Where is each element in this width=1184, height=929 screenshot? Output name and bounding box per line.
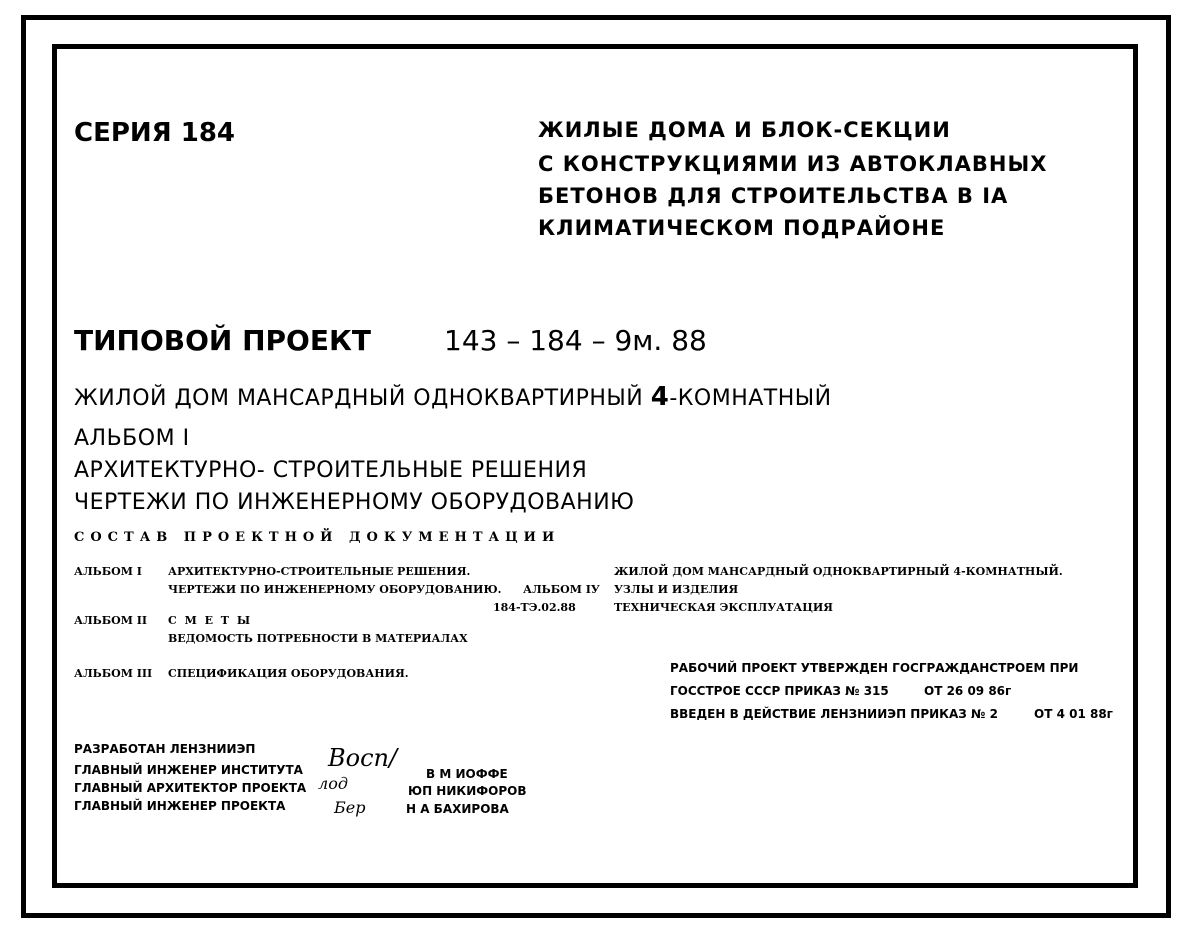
- developer-name-2: ЮП НИКИФОРОВ: [408, 784, 527, 798]
- album-title: АЛЬБОМ I: [74, 426, 190, 451]
- album-2-label: АЛЬБОМ II: [74, 614, 148, 627]
- approval-line-3b: ОТ 4 01 88г: [1034, 707, 1113, 721]
- series-title-line-4: КЛИМАТИЧЕСКОМ ПОДРАЙОНЕ: [538, 216, 946, 240]
- series-title-line-1: ЖИЛЫЕ ДОМА И БЛОК-СЕКЦИИ: [538, 118, 951, 142]
- album-4-line-3: ТЕХНИЧЕСКАЯ ЭКСПЛУАТАЦИЯ: [614, 601, 833, 614]
- composition-title: СОСТАВ ПРОЕКТНОЙ ДОКУМЕНТАЦИИ: [74, 530, 561, 545]
- developer-name-3: Н А БАХИРОВА: [406, 802, 509, 816]
- album-3-line-1: СПЕЦИФИКАЦИЯ ОБОРУДОВАНИЯ.: [168, 667, 409, 680]
- approval-line-1: РАБОЧИЙ ПРОЕКТ УТВЕРЖДЕН ГОСГРАЖДАНСТРОЕМ ПРИ: [670, 661, 1079, 675]
- developer-name-1: В М ИОФФЕ: [426, 767, 508, 781]
- project-name-suffix: -КОМНАТНЫЙ: [669, 386, 832, 411]
- album-2-line-2: ВЕДОМОСТЬ ПОТРЕБНОСТИ В МАТЕРИАЛАХ: [168, 632, 468, 645]
- album-line-2: ЧЕРТЕЖИ ПО ИНЖЕНЕРНОМУ ОБОРУДОВАНИЮ: [74, 490, 635, 515]
- album-line-1: АРХИТЕКТУРНО- СТРОИТЕЛЬНЫЕ РЕШЕНИЯ: [74, 458, 588, 483]
- album-4-line-2: УЗЛЫ И ИЗДЕЛИЯ: [614, 583, 739, 596]
- developer-role-3: ГЛАВНЫЙ ИНЖЕНЕР ПРОЕКТА: [74, 799, 286, 813]
- developer-title: РАЗРАБОТАН ЛЕНЗНИИЭП: [74, 742, 256, 756]
- album-4-label: АЛЬБОМ IУ: [523, 583, 600, 596]
- album-3-label: АЛЬБОМ III: [74, 667, 153, 680]
- album-1-line-1: АРХИТЕКТУРНО-СТРОИТЕЛЬНЫЕ РЕШЕНИЯ.: [168, 565, 471, 578]
- developer-role-1: ГЛАВНЫЙ ИНЖЕНЕР ИНСТИТУТА: [74, 763, 303, 777]
- series-title-line-2: С КОНСТРУКЦИЯМИ ИЗ АВТОКЛАВНЫХ: [538, 152, 1048, 176]
- album-1-line-2: ЧЕРТЕЖИ ПО ИНЖЕНЕРНОМУ ОБОРУДОВАНИЮ.: [168, 583, 502, 596]
- album-1-label: АЛЬБОМ I: [74, 565, 142, 578]
- album-2-line-1: С М Е Т Ы: [168, 614, 253, 627]
- album-4-line-1: ЖИЛОЙ ДОМ МАНСАРДНЫЙ ОДНОКВАРТИРНЫЙ 4-КОМНАТНЫЙ.: [614, 565, 1063, 578]
- approval-line-3a: ВВЕДЕН В ДЕЙСТВИЕ ЛЕНЗНИИЭП ПРИКАЗ № 2: [670, 707, 998, 721]
- signature-2: лод: [318, 774, 348, 793]
- album-4-code: 184-ТЭ.02.88: [493, 601, 576, 614]
- project-name-rooms: 4: [650, 382, 670, 412]
- project-number: 143 – 184 – 9м. 88: [444, 324, 707, 357]
- signature-1: Восп/: [328, 744, 398, 772]
- approval-line-2a: ГОССТРОЕ СССР ПРИКАЗ № 315: [670, 684, 889, 698]
- approval-line-2b: ОТ 26 09 86г: [924, 684, 1012, 698]
- series-title-line-3: БЕТОНОВ ДЛЯ СТРОИТЕЛЬСТВА В IА: [538, 184, 1009, 208]
- series-label: СЕРИЯ 184: [74, 118, 236, 148]
- project-name-prefix: ЖИЛОЙ ДОМ МАНСАРДНЫЙ ОДНОКВАРТИРНЫЙ: [74, 386, 651, 411]
- developer-role-2: ГЛАВНЫЙ АРХИТЕКТОР ПРОЕКТА: [74, 781, 307, 795]
- project-label: ТИПОВОЙ ПРОЕКТ: [74, 324, 371, 357]
- project-name: [74, 382, 832, 412]
- signature-3: Бер: [334, 798, 366, 817]
